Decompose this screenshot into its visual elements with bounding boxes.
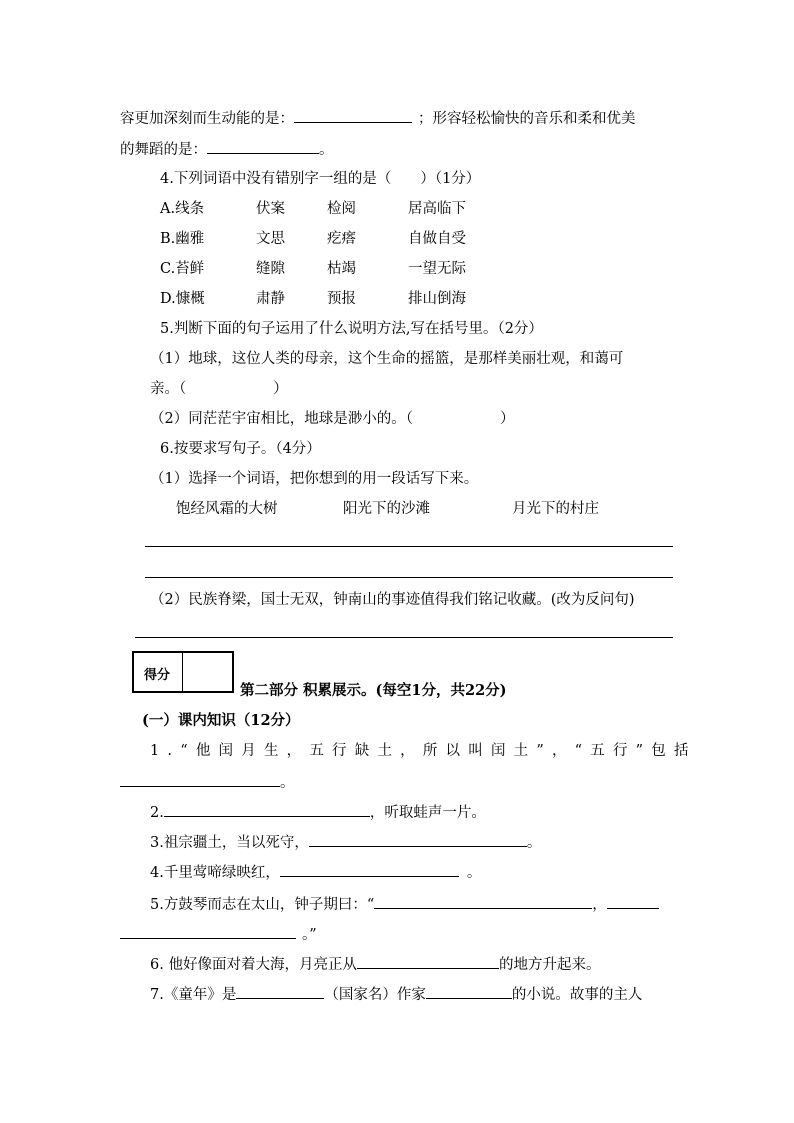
q6-sub-1: （1）选择一个词语，把你想到的用一段话写下来。 [150,471,479,487]
answer-blank[interactable] [309,832,527,847]
option-word: 枯竭 [327,261,356,277]
option-word: 检阅 [327,201,356,217]
answer-blank[interactable] [357,954,499,969]
section-1-heading: (一）课内知识（12分） [142,712,300,729]
item-5 [150,894,659,915]
score-box [132,651,234,693]
intro-text-1a: 容更加深刻而生动能的是： [120,111,294,127]
answer-blank[interactable] [164,802,370,817]
option-word: 排山倒海 [408,291,466,307]
item-6-text: 6. 他好像面对着大海，月亮正从 [150,957,357,973]
item-2 [150,802,486,823]
q6-stem: 6.按要求写句子。（4分） [160,441,321,457]
option-word: 缝隙 [256,261,285,277]
answer-blank[interactable] [207,139,319,154]
part2-title: 第二部分 积累展示。(每空1分，共22分) [240,682,507,699]
intro-text-2b: 。 [319,142,334,158]
q5-sentence-1b[interactable]: 亲。（ ） [150,381,288,397]
intro-text-1b: ；形容轻松愉快的音乐和柔和优美 [418,111,636,127]
option-word: 文思 [256,231,285,247]
option-word: 疙瘩 [327,231,356,247]
answer-blank[interactable] [120,924,296,939]
item-3-end: 。 [526,835,542,851]
q5-stem: 5.判断下面的句子运用了什么说明方法,写在括号里。（2分） [160,321,543,337]
option-word: 肃静 [256,291,285,307]
q6-choice: 饱经风霜的大树 [176,501,278,517]
item-7-text: 7.《童年》是 [150,987,237,1003]
item-1: 1.“他闰月生，五行缺土，所以叫闰土”，“五行”包括 [150,743,697,759]
item-7 [150,984,642,1005]
answer-blank[interactable] [280,862,459,877]
option-label: D.慷概 [160,291,205,307]
score-box-divider [182,653,183,691]
option-word: 自做自受 [408,231,466,247]
q6-choice: 阳光下的沙滩 [343,501,430,517]
answer-blank[interactable] [374,894,592,909]
option-label: A.线条 [160,201,205,217]
option-word: 预报 [327,291,356,307]
intro-line-2 [120,139,334,160]
item-6 [150,954,600,975]
answer-blank[interactable] [426,984,512,999]
intro-text-2a: 的舞蹈的是： [120,142,207,158]
item-5-comma: ， [592,897,607,913]
option-label: B.幽雅 [160,231,205,247]
item-2-num: 2. [150,805,164,821]
intro-line-1 [120,108,636,129]
q5-sentence-1a: （1）地球，这位人类的母亲，这个生命的摇篮，是那样美丽壮观，和蔼可 [150,351,624,367]
item-6-end: 的地方升起来。 [498,957,601,973]
q6-choice: 月光下的村庄 [512,501,599,517]
answer-line[interactable] [145,546,673,547]
item-4-end: 。 [466,865,482,881]
item-5-text: 5.方鼓琴而志在太山，钟子期曰：“ [150,897,375,913]
item-4 [150,862,481,883]
item-3 [150,832,541,853]
option-word: 伏案 [256,201,285,217]
answer-line[interactable] [135,637,673,638]
item-4-text: 4.千里莺啼绿映红， [150,865,280,881]
q5-sentence-2[interactable]: （2）同茫茫宇宙相比，地球是渺小的。（ ） [150,411,515,427]
score-label: 得分 [144,668,171,683]
answer-blank[interactable] [236,984,324,999]
item-5-cont [120,924,317,945]
option-label: C.苔鲜 [160,261,205,277]
score-input[interactable] [184,653,232,691]
item-7-mid: （国家名）作家 [324,987,426,1003]
item-5-end: 。” [302,927,317,943]
answer-blank[interactable] [607,894,659,909]
q6-sub-2: （2）民族脊梁，国士无双，钟南山的事迹值得我们铭记收藏。(改为反问句) [150,592,635,608]
option-word: 居高临下 [408,201,466,217]
option-word: 一望无际 [408,261,466,277]
answer-blank[interactable] [120,772,280,787]
item-7-end: 的小说。故事的主人 [511,987,643,1003]
answer-blank[interactable] [294,108,412,123]
item-3-text: 3.祖宗疆土，当以死守， [150,835,309,851]
item-2-text: ，听取蛙声一片。 [369,805,486,821]
q4-stem: 4.下列词语中没有错别字一组的是（ ）（1分） [160,171,481,187]
answer-line[interactable] [145,577,673,578]
item-1-answer [120,772,295,793]
item-1-end: 。 [280,775,295,791]
